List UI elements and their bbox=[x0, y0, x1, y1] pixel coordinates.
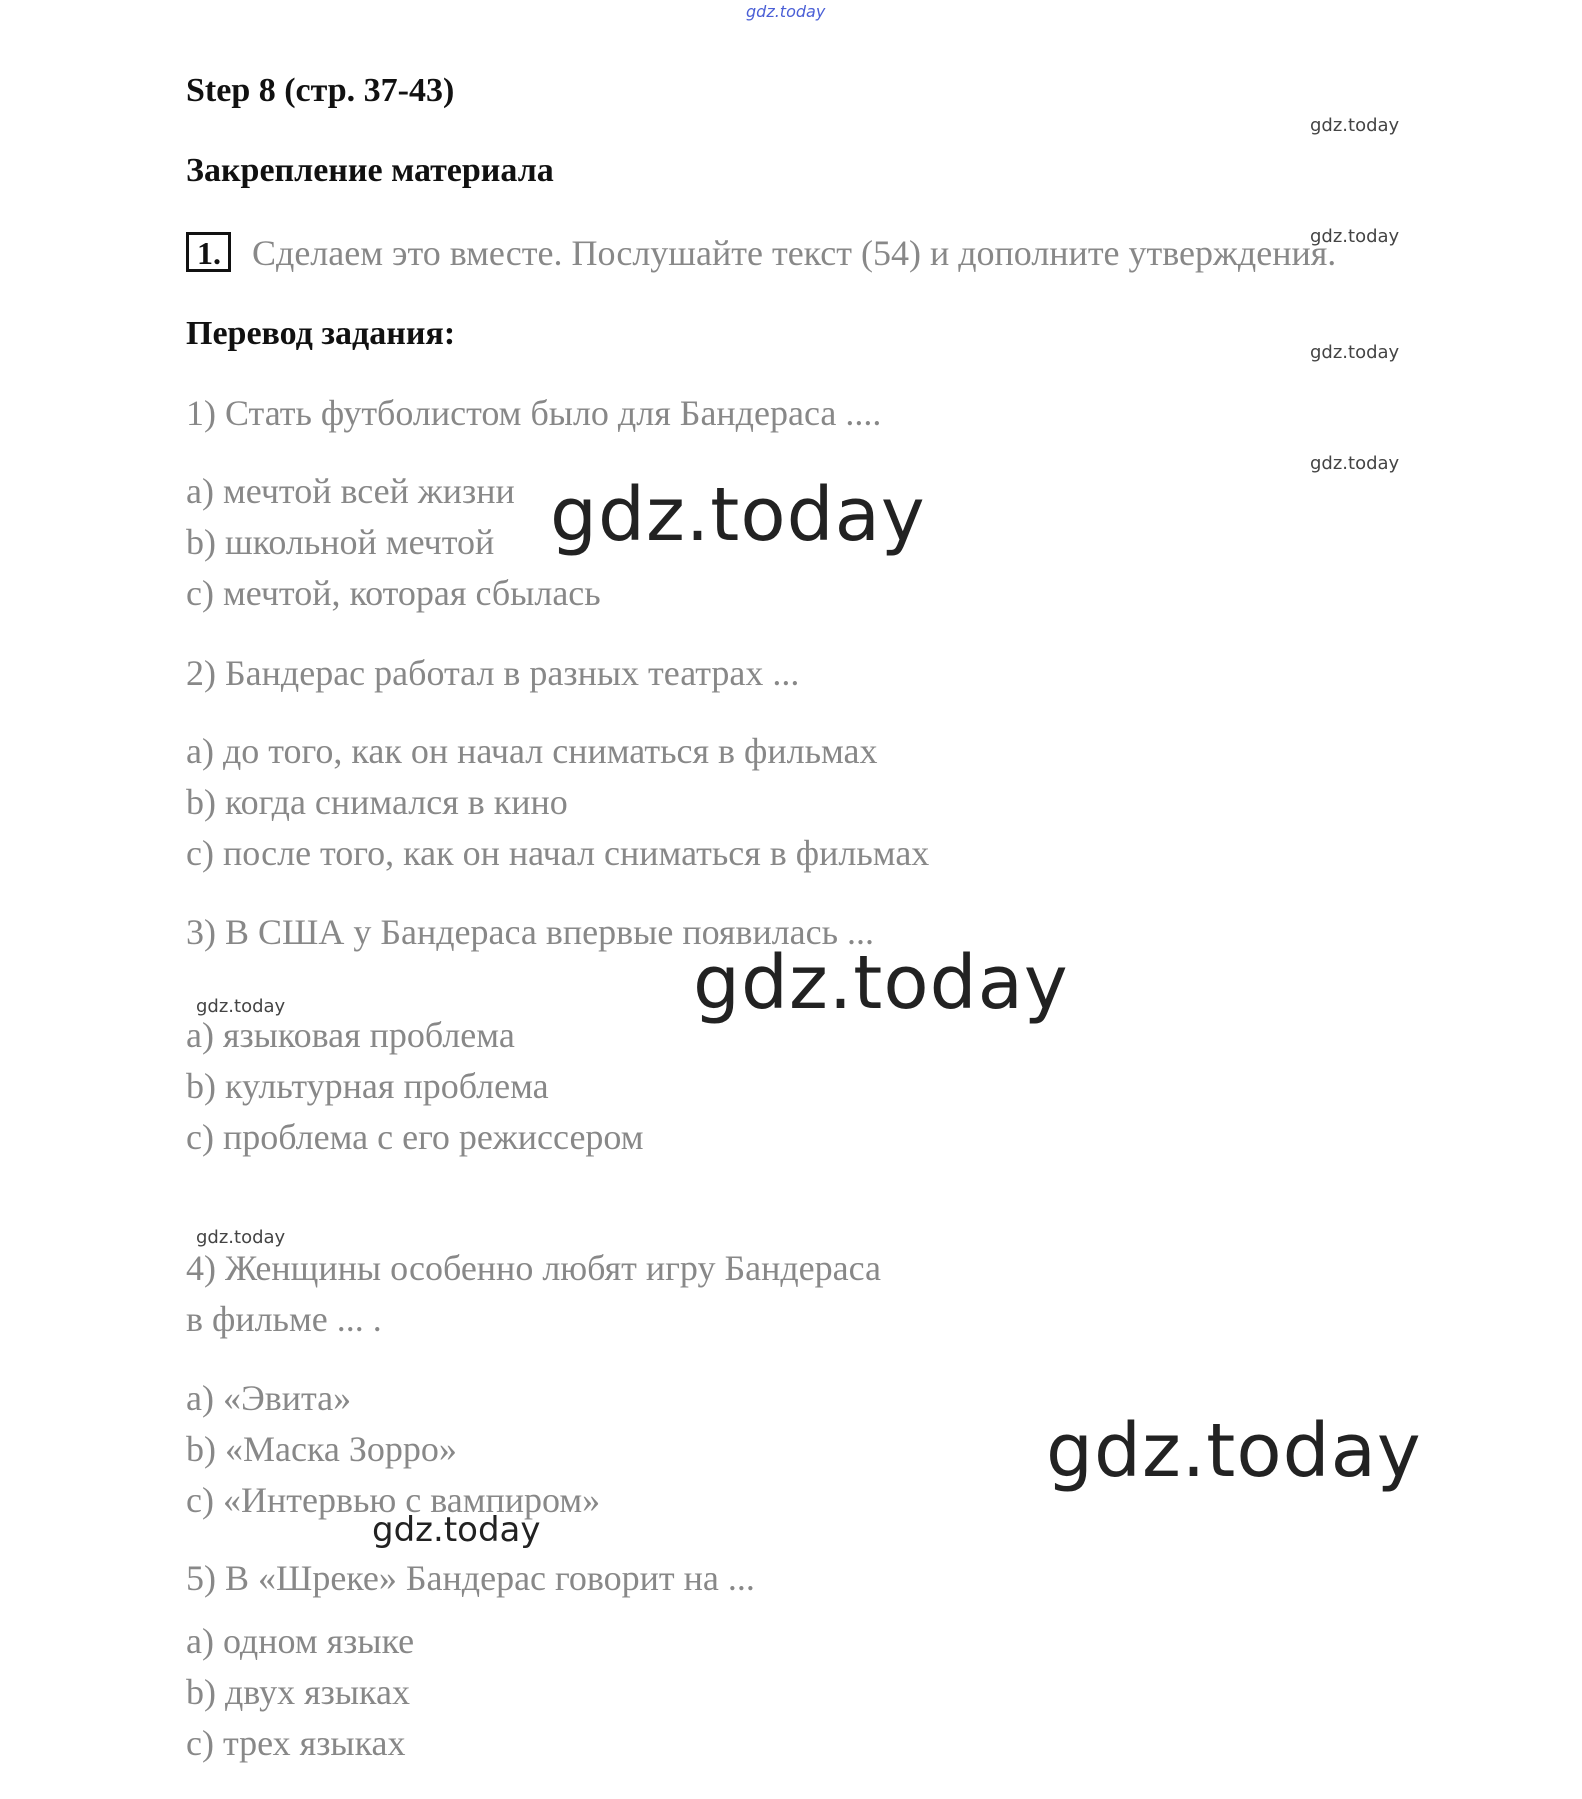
question-5: 5) В «Шреке» Бандерас говорит на ... bbox=[186, 1558, 755, 1598]
page-title: Step 8 (стр. 37-43) bbox=[186, 72, 455, 109]
option-3a: a) языковая проблема bbox=[186, 1015, 515, 1055]
watermark-small: gdz.today bbox=[1310, 226, 1400, 247]
translation-heading: Перевод задания: bbox=[186, 315, 456, 352]
watermark-large: gdz.today bbox=[693, 940, 1069, 1026]
option-2b: b) когда снимался в кино bbox=[186, 782, 568, 822]
watermark-small: gdz.today bbox=[1310, 453, 1400, 474]
option-4b: b) «Маска Зорро» bbox=[186, 1429, 457, 1469]
option-3b: b) культурная проблема bbox=[186, 1066, 549, 1106]
question-4-line1: 4) Женщины особенно любят игру Бандераса bbox=[186, 1248, 882, 1288]
watermark-large: gdz.today bbox=[550, 472, 926, 558]
watermark-top: gdz.today bbox=[746, 2, 826, 21]
task-text: Сделаем это вместе. Послушайте текст (54) и дополните утверждения. bbox=[252, 233, 1337, 273]
watermark-small: gdz.today bbox=[196, 996, 286, 1017]
option-3c: c) проблема с его режиссером bbox=[186, 1117, 644, 1157]
option-5c: c) трех языках bbox=[186, 1723, 406, 1763]
option-4c: c) «Интервью с вампиром» bbox=[186, 1480, 601, 1520]
option-1a: a) мечтой всей жизни bbox=[186, 471, 515, 511]
task-number-box: 1. bbox=[186, 232, 231, 272]
option-2c: c) после того, как он начал сниматься в фильмах bbox=[186, 833, 930, 873]
option-2a: a) до того, как он начал сниматься в фильмах bbox=[186, 731, 878, 771]
watermark-small: gdz.today bbox=[196, 1227, 286, 1248]
question-2: 2) Бандерас работал в разных театрах ... bbox=[186, 653, 800, 693]
question-4-line2: в фильме ... . bbox=[186, 1299, 382, 1339]
option-1c: c) мечтой, которая сбылась bbox=[186, 573, 601, 613]
option-5a: a) одном языке bbox=[186, 1621, 415, 1661]
watermark-small: gdz.today bbox=[1310, 342, 1400, 363]
watermark-medium: gdz.today bbox=[372, 1510, 541, 1550]
option-4a: a) «Эвита» bbox=[186, 1378, 352, 1418]
section-heading: Закрепление материала bbox=[186, 152, 554, 189]
watermark-large: gdz.today bbox=[1046, 1408, 1422, 1494]
option-1b: b) школьной мечтой bbox=[186, 522, 495, 562]
question-3: 3) В США у Бандераса впервые появилась ... bbox=[186, 912, 875, 952]
watermark-small: gdz.today bbox=[1310, 115, 1400, 136]
option-5b: b) двух языках bbox=[186, 1672, 410, 1712]
question-1: 1) Стать футболистом было для Бандераса .... bbox=[186, 393, 882, 433]
